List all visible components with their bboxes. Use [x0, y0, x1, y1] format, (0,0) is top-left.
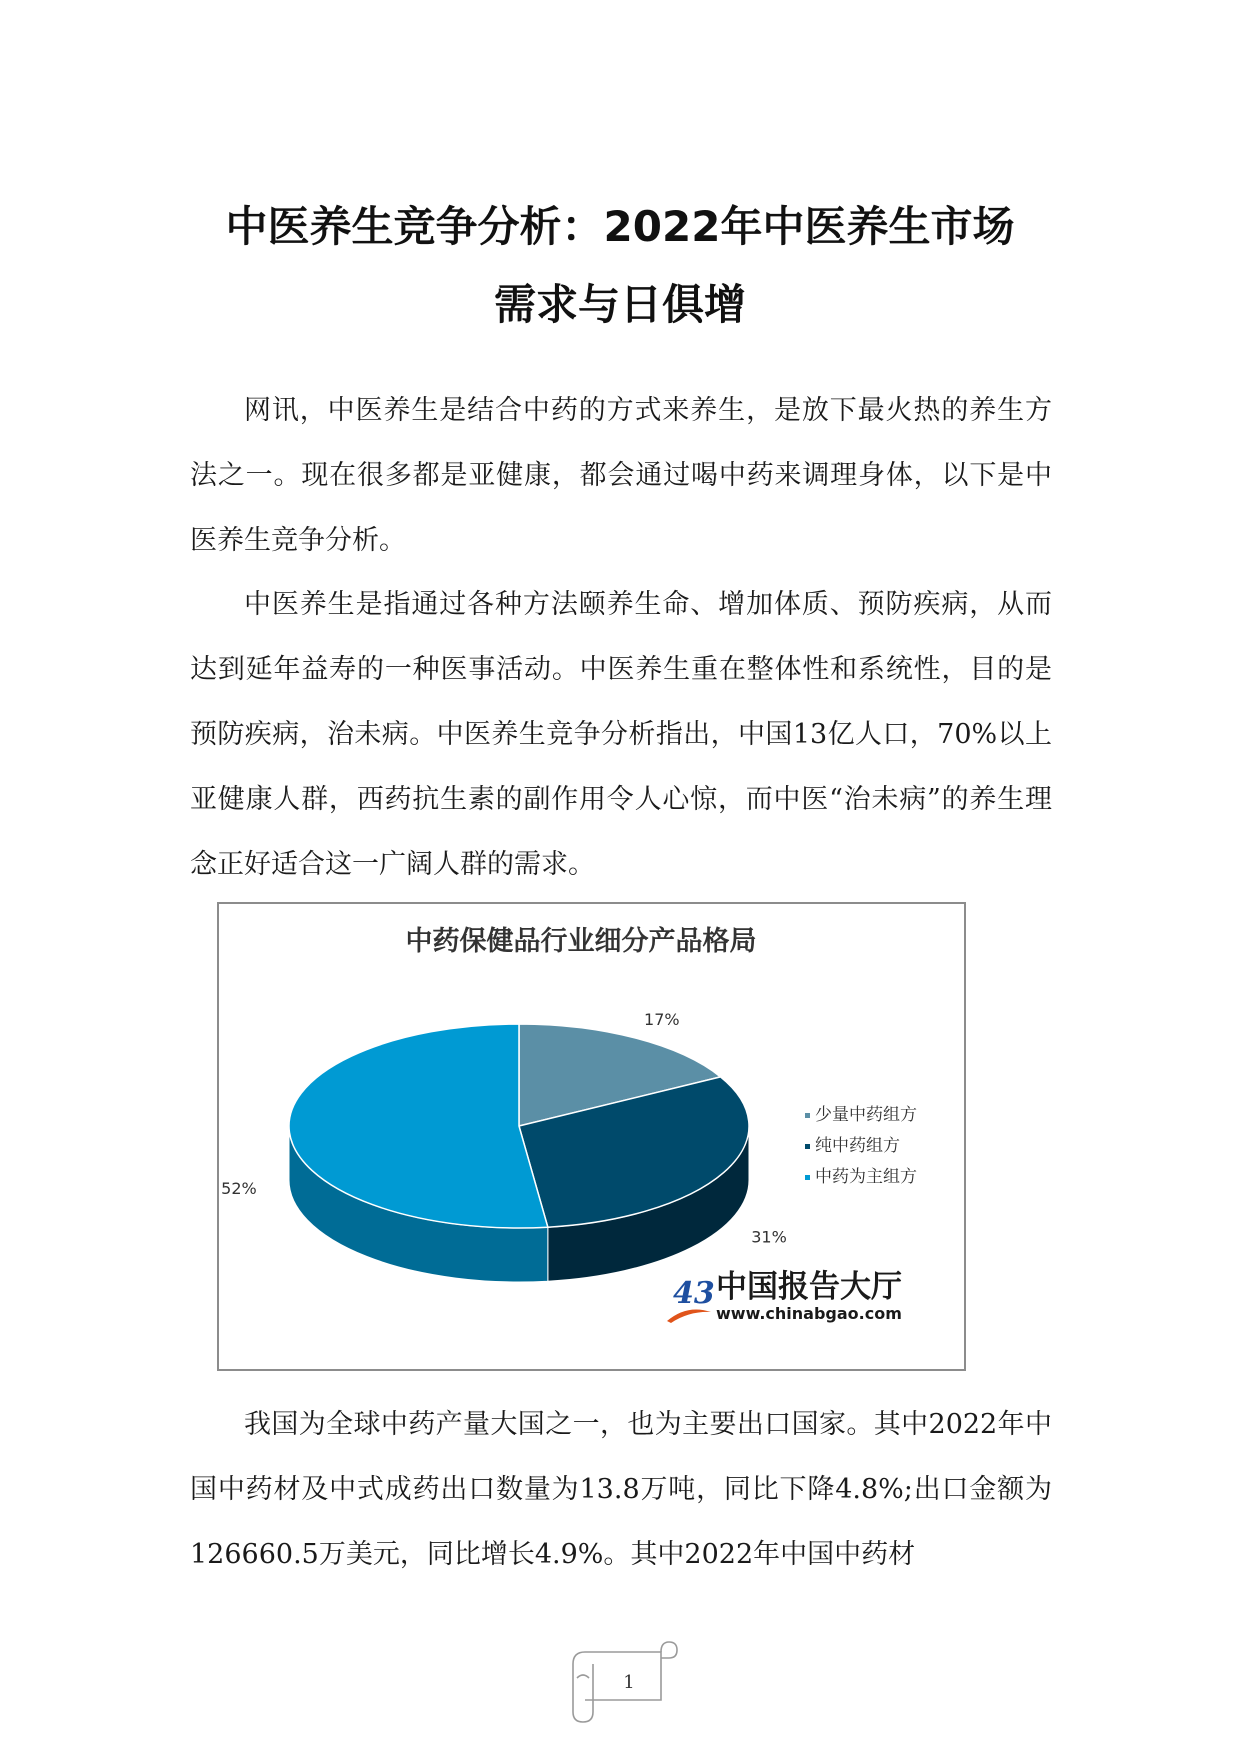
- paragraph-definition: 中医养生是指通过各种方法颐养生命、增加体质、预防疾病，从而达到延年益寿的一种医事活动。中医养生重在整体性和系统性，目的是预防疾病，治未病。中医养生竞争分析指出，中国13亿人口，70%以上亚健康人群，西药抗生素的副作用令人心惊，而中医“治未病”的养生理念正好适合这一广阔人群的需求。: [190, 589, 1052, 880]
- paragraph-intro: 网讯，中医养生是结合中药的方式来养生，是放下最火热的养生方法之一。现在很多都是亚健康，都会通过喝中药来调理身体，以下是中医养生竞争分析。: [190, 395, 1052, 556]
- paragraph-export: 我国为全球中药产量大国之一，也为主要出口国家。其中2022年中国中药材及中式成药出口数量为13.8万吨，同比下降4.8%;出口金额为126660.5万美元，同比增长4.9%。其中2022年中国中药材: [190, 1409, 1052, 1570]
- pie-chart-figure: [217, 902, 966, 1371]
- page-number-scroll: [563, 1638, 678, 1724]
- svg-text:43: 43: [673, 1276, 715, 1311]
- logo-name: 中国报告大厅: [716, 1269, 902, 1305]
- pie-value-label-0: 17%: [644, 1009, 680, 1029]
- page-number: 1: [623, 1672, 635, 1693]
- legend-label-1: 纯中药组方: [815, 1136, 900, 1156]
- legend-swatch-0: [805, 1113, 810, 1118]
- legend-swatch-1: [805, 1144, 810, 1149]
- chinabgao-logo: [667, 1269, 902, 1323]
- chart-title: 中药保健品行业细分产品格局: [405, 926, 757, 957]
- pie-chart: [219, 904, 964, 1369]
- logo-url: www.chinabgao.com: [716, 1304, 902, 1323]
- pie-value-label-1: 31%: [751, 1227, 787, 1247]
- page-title-line-2: 需求与日俱增: [493, 280, 746, 329]
- logo-mark-icon: [667, 1276, 715, 1323]
- legend-label-2: 中药为主组方: [815, 1167, 917, 1187]
- page-title-line-1: 中医养生竞争分析：2022年中医养生市场: [225, 202, 1015, 251]
- legend-swatch-2: [805, 1175, 810, 1180]
- pie-value-label-2: 52%: [221, 1178, 257, 1198]
- legend-label-0: 少量中药组方: [815, 1105, 917, 1125]
